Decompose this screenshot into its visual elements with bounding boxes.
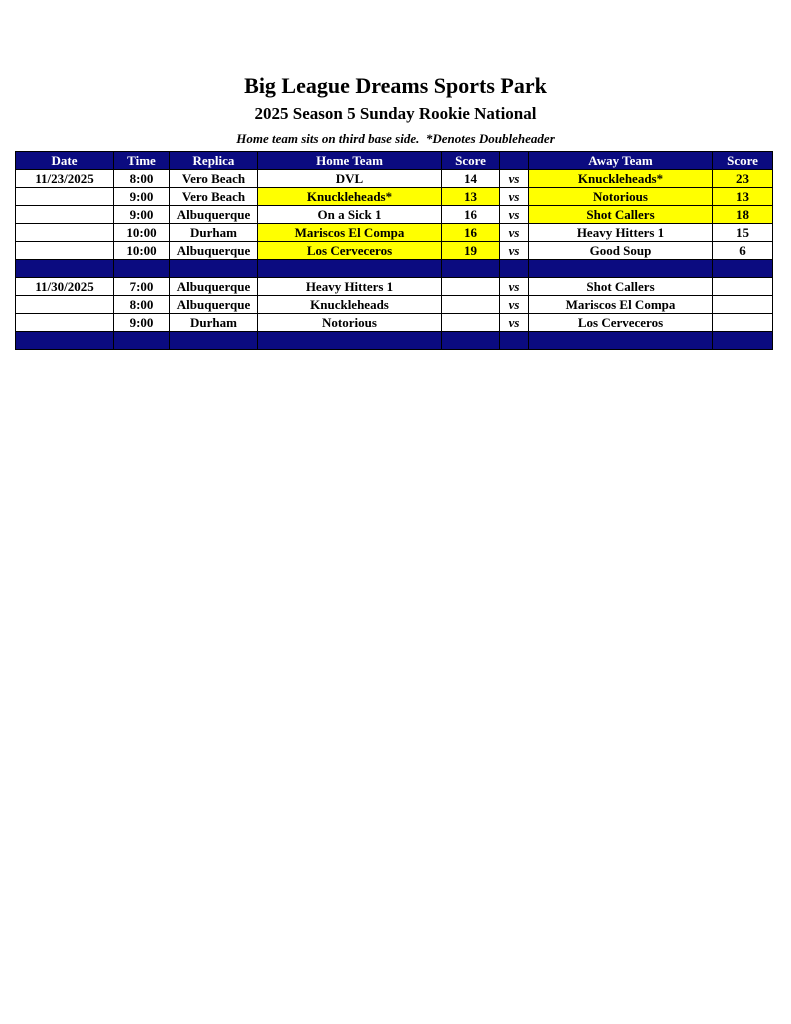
replica-cell: Vero Beach: [170, 170, 258, 188]
schedule-table: [15, 151, 773, 350]
away-team-cell: Los Cerveceros: [529, 314, 713, 332]
away-score-cell: 18: [713, 206, 773, 224]
date-cell: 11/30/2025: [16, 278, 114, 296]
away-score-cell: 15: [713, 224, 773, 242]
time-cell: 7:00: [114, 278, 170, 296]
separator-cell: [713, 260, 773, 278]
separator-row: [16, 260, 773, 278]
home-team-cell: Notorious: [258, 314, 442, 332]
home-team-cell: Los Cerveceros: [258, 242, 442, 260]
away-team-cell: Notorious: [529, 188, 713, 206]
col-header-time: Time: [114, 152, 170, 170]
home-team-cell: Knuckleheads: [258, 296, 442, 314]
home-score-cell: 13: [442, 188, 500, 206]
table-row: [16, 278, 773, 296]
separator-cell: [114, 260, 170, 278]
replica-cell: Albuquerque: [170, 242, 258, 260]
separator-cell: [529, 332, 713, 350]
away-score-cell: 6: [713, 242, 773, 260]
separator-cell: [713, 332, 773, 350]
away-team-cell: Shot Callers: [529, 206, 713, 224]
vs-cell: vs: [500, 278, 529, 296]
home-score-cell: [442, 314, 500, 332]
home-score-cell: [442, 296, 500, 314]
separator-cell: [16, 260, 114, 278]
replica-cell: Albuquerque: [170, 278, 258, 296]
table-row: [16, 188, 773, 206]
col-header-replica: Replica: [170, 152, 258, 170]
time-cell: 9:00: [114, 314, 170, 332]
separator-cell: [114, 332, 170, 350]
home-score-cell: 16: [442, 224, 500, 242]
vs-cell: vs: [500, 242, 529, 260]
table-row: [16, 314, 773, 332]
home-team-cell: Heavy Hitters 1: [258, 278, 442, 296]
replica-cell: Albuquerque: [170, 296, 258, 314]
vs-cell: vs: [500, 188, 529, 206]
time-cell: 9:00: [114, 188, 170, 206]
time-cell: 8:00: [114, 170, 170, 188]
col-header-away-score: Score: [713, 152, 773, 170]
away-score-cell: [713, 278, 773, 296]
date-cell: [16, 188, 114, 206]
away-score-cell: [713, 314, 773, 332]
vs-cell: vs: [500, 170, 529, 188]
time-cell: 8:00: [114, 296, 170, 314]
replica-cell: Albuquerque: [170, 206, 258, 224]
date-cell: [16, 206, 114, 224]
home-team-cell: Mariscos El Compa: [258, 224, 442, 242]
separator-row: [16, 332, 773, 350]
header-row: [16, 152, 773, 170]
table-row: [16, 242, 773, 260]
date-cell: [16, 296, 114, 314]
away-team-cell: Heavy Hitters 1: [529, 224, 713, 242]
home-score-cell: 14: [442, 170, 500, 188]
away-team-cell: Mariscos El Compa: [529, 296, 713, 314]
time-cell: 10:00: [114, 224, 170, 242]
separator-cell: [258, 260, 442, 278]
home-team-cell: Knuckleheads*: [258, 188, 442, 206]
home-score-cell: 19: [442, 242, 500, 260]
replica-cell: Durham: [170, 224, 258, 242]
home-team-cell: DVL: [258, 170, 442, 188]
away-score-cell: 13: [713, 188, 773, 206]
schedule-note: Home team sits on third base side. *Denotes Doubleheader: [236, 131, 555, 146]
page-subtitle: 2025 Season 5 Sunday Rookie National: [254, 104, 537, 123]
time-cell: 10:00: [114, 242, 170, 260]
replica-cell: Vero Beach: [170, 188, 258, 206]
separator-cell: [170, 332, 258, 350]
col-header-home-team: Home Team: [258, 152, 442, 170]
away-team-cell: Knuckleheads*: [529, 170, 713, 188]
separator-cell: [258, 332, 442, 350]
schedule-body: [16, 170, 773, 350]
replica-cell: Durham: [170, 314, 258, 332]
time-cell: 9:00: [114, 206, 170, 224]
away-score-cell: 23: [713, 170, 773, 188]
separator-cell: [16, 332, 114, 350]
separator-cell: [170, 260, 258, 278]
vs-cell: vs: [500, 314, 529, 332]
separator-cell: [442, 260, 500, 278]
separator-cell: [500, 260, 529, 278]
col-header-home-score: Score: [442, 152, 500, 170]
col-header-date: Date: [16, 152, 114, 170]
date-cell: [16, 224, 114, 242]
home-score-cell: [442, 278, 500, 296]
vs-cell: vs: [500, 224, 529, 242]
page-title: Big League Dreams Sports Park: [244, 73, 547, 98]
date-cell: 11/23/2025: [16, 170, 114, 188]
separator-cell: [442, 332, 500, 350]
away-team-cell: Good Soup: [529, 242, 713, 260]
table-row: [16, 296, 773, 314]
away-team-cell: Shot Callers: [529, 278, 713, 296]
col-header-vs: [500, 152, 529, 170]
home-score-cell: 16: [442, 206, 500, 224]
separator-cell: [529, 260, 713, 278]
table-row: [16, 206, 773, 224]
table-row: [16, 224, 773, 242]
col-header-away-team: Away Team: [529, 152, 713, 170]
table-row: [16, 170, 773, 188]
vs-cell: vs: [500, 296, 529, 314]
date-cell: [16, 314, 114, 332]
away-score-cell: [713, 296, 773, 314]
home-team-cell: On a Sick 1: [258, 206, 442, 224]
vs-cell: vs: [500, 206, 529, 224]
date-cell: [16, 242, 114, 260]
separator-cell: [500, 332, 529, 350]
